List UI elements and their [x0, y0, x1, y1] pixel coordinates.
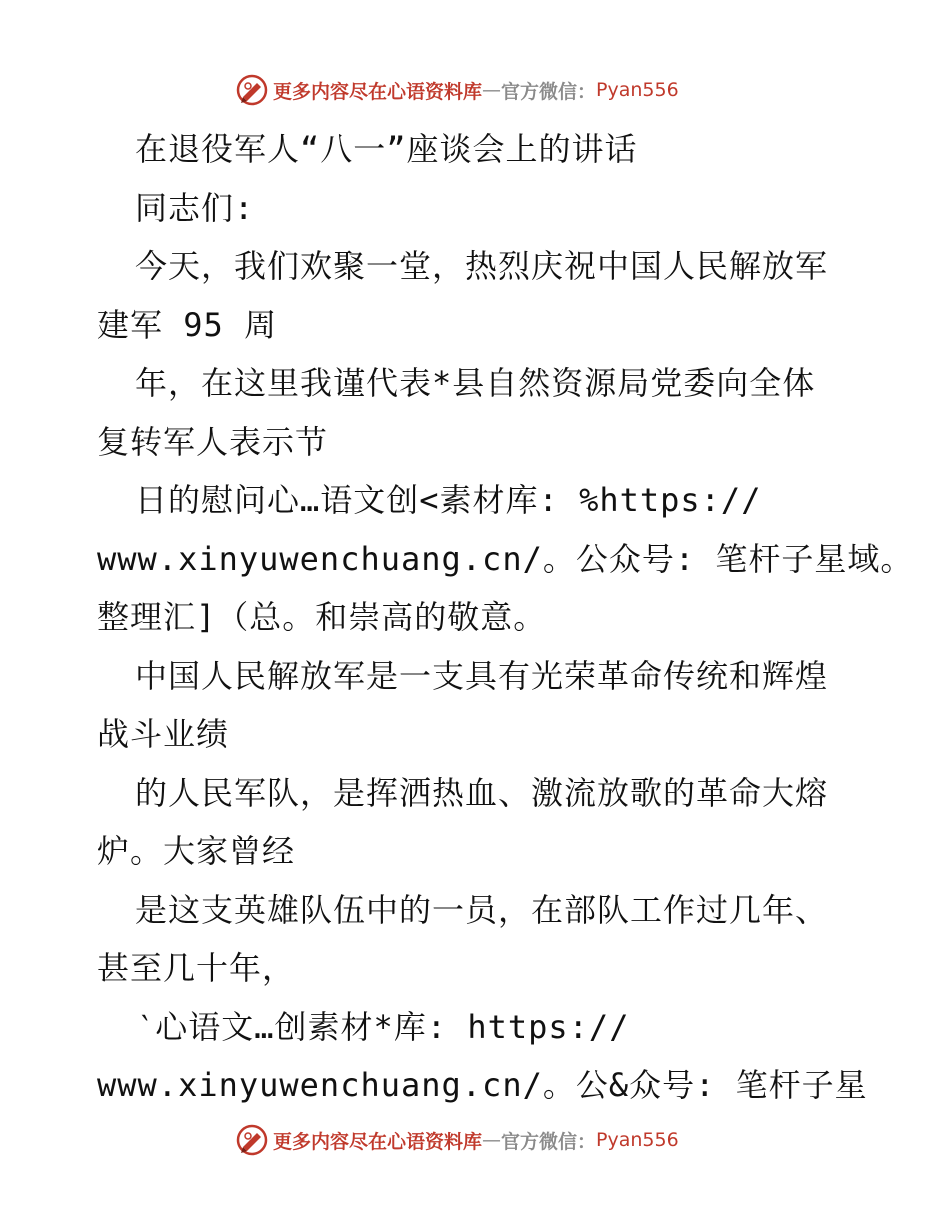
document-body: [97, 120, 914, 1115]
text-line: 复转军人表示节: [97, 422, 329, 461]
pen-logo-icon: [235, 73, 269, 107]
text-line: ‵心语文…创素材*库: https://: [135, 1007, 630, 1046]
text-line: www.xinyuwenchuang.cn/。公众号: 笔杆子星域。: [97, 539, 914, 578]
watermark-official-label: 官方微信：: [501, 1130, 597, 1153]
watermark-official-label: 官方微信：: [501, 80, 597, 103]
text-line: 年，在这里我谨代表*县自然资源局党委向全体: [135, 364, 816, 402]
watermark-dash: —: [482, 1129, 502, 1151]
text-line: 整理汇]（总。和崇高的敬意。: [97, 598, 547, 636]
text-line: 的人民军队，是挥洒热血、激流放歌的革命大熔: [135, 773, 829, 812]
text-line: 炉。大家曾经: [97, 832, 296, 870]
text-line: 中国人民解放军是一支具有光荣革命传统和辉煌: [135, 656, 829, 695]
text-line: 今天，我们欢聚一堂，热烈庆祝中国人民解放军: [135, 247, 829, 285]
text-line: 战斗业绩: [97, 715, 230, 753]
text-line: www.xinyuwenchuang.cn/。公&众号: 笔杆子星: [97, 1066, 868, 1104]
header-watermark: [235, 73, 679, 107]
watermark-dash: —: [482, 79, 502, 101]
text-line: 在退役军人“八一”座谈会上的讲话: [135, 130, 638, 168]
watermark-wechat-id: Pyan556: [596, 79, 679, 101]
watermark-wechat-id: Pyan556: [596, 1129, 679, 1151]
watermark-main-text: 更多内容尽在心语资料库: [273, 80, 483, 103]
text-line: 同志们:: [135, 188, 255, 227]
text-line: 建军 95 周: [97, 305, 278, 344]
text-line: 是这支英雄队伍中的一员，在部队工作过几年、: [135, 890, 829, 929]
watermark-main-text: 更多内容尽在心语资料库: [273, 1130, 483, 1153]
pen-logo-icon: [235, 1123, 269, 1157]
text-line: 日的慰问心…语文创<素材库: %https://: [135, 481, 762, 519]
text-line: 甚至几十年，: [97, 949, 296, 987]
footer-watermark: [235, 1123, 679, 1157]
